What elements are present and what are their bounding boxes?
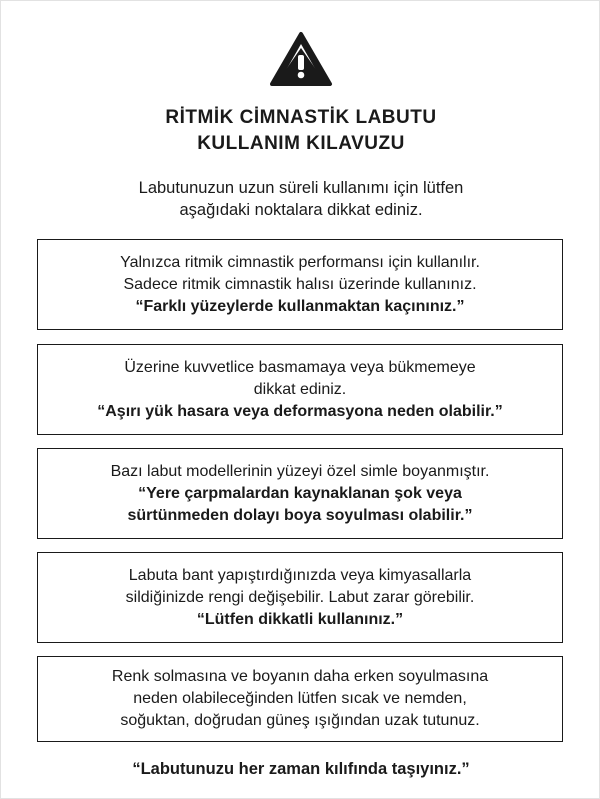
box-3-emphasis-2: sürtünmeden dolayı boya soyulması olabilir.” (127, 506, 473, 524)
instruction-box-3 (37, 448, 563, 539)
instruction-box-5 (37, 656, 563, 742)
box-2-line-1: Üzerine kuvvetlice basmamaya veya bükmemeye (124, 358, 476, 376)
warning-triangle-icon (269, 31, 333, 87)
box-2-emphasis: “Aşırı yük hasara veya deformasyona neden olabilir.” (97, 402, 503, 420)
intro-line-1: Labutunuzun uzun süreli kullanımı için lütfen (138, 179, 464, 197)
box-4-line-1: Labuta bant yapıştırdığınızda veya kimyasallarla (128, 566, 472, 584)
intro-line-2: aşağıdaki noktalara dikkat ediniz. (179, 201, 423, 219)
box-5-line-3: soğuktan, doğrudan güneş ışığından uzak tutunuz. (120, 712, 480, 729)
title-line-2: KULLANIM KILAVUZU (197, 133, 405, 154)
footer-note: “Labutunuzu her zaman kılıfında taşıyınız.” (132, 760, 470, 778)
box-3-emphasis-1: “Yere çarpmalardan kaynaklanan şok veya (138, 484, 462, 502)
box-4-line-2: sildiğinizde rengi değişebilir. Labut zarar görebilir. (125, 588, 475, 606)
title-line-1: RİTMİK CİMNASTİK LABUTU (165, 107, 437, 128)
box-1-line-2: Sadece ritmik cimnastik halısı üzerinde kullanınız. (123, 275, 477, 293)
instruction-box-1 (37, 239, 563, 330)
instruction-box-4 (37, 552, 563, 643)
box-3-line-1: Bazı labut modellerinin yüzeyi özel simle boyanmıştır. (110, 462, 490, 480)
box-5-line-1: Renk solmasına ve boyanın daha erken soyulmasına (111, 668, 489, 685)
box-1-emphasis: “Farklı yüzeylerde kullanmaktan kaçınınız.” (135, 297, 465, 315)
box-5-line-2: neden olabileceğinden lütfen sıcak ve nemden, (133, 690, 467, 707)
instruction-box-2 (37, 344, 563, 435)
box-4-emphasis: “Lütfen dikkatli kullanınız.” (196, 610, 404, 628)
box-2-line-2: dikkat ediniz. (253, 380, 347, 398)
intro-text (1, 177, 600, 221)
box-1-line-1: Yalnızca ritmik cimnastik performansı için kullanılır. (120, 253, 480, 271)
